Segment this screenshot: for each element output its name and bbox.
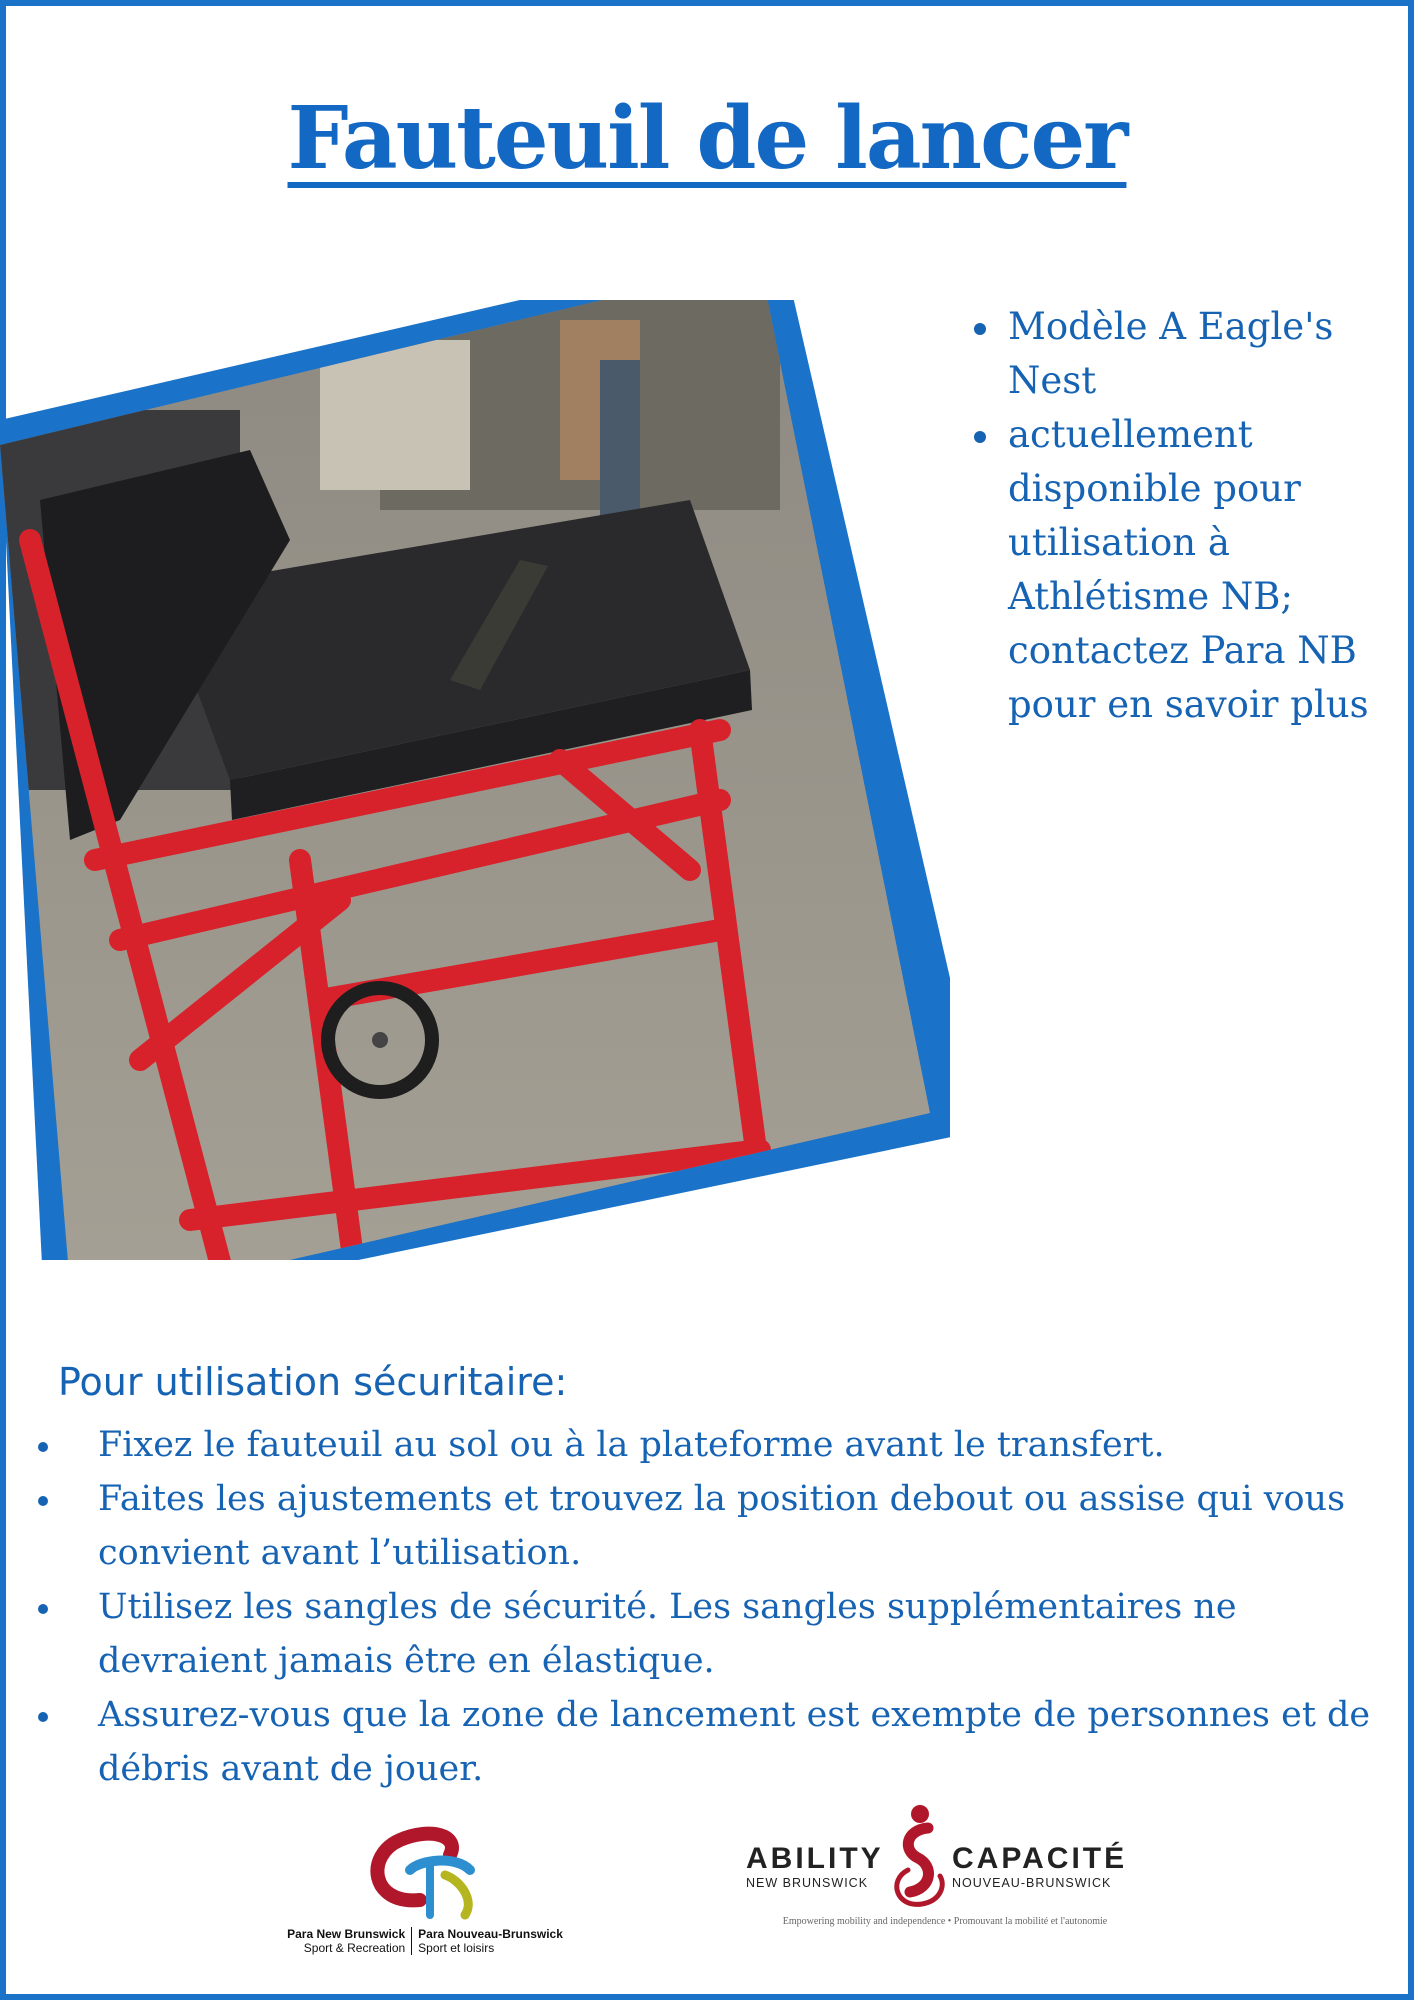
para-nb-english-name: Para New Brunswick xyxy=(287,1927,406,1941)
para-nb-french xyxy=(411,1927,569,1955)
safety-item-text: Utilisez les sangles de sécurité. Les sangles supplémentaires ne devraient jamais être en élastique. xyxy=(98,1587,1237,1681)
para-nb-logo xyxy=(270,1815,580,1965)
ability-french xyxy=(952,1842,1127,1890)
safety-list xyxy=(28,1418,1378,1796)
safety-item-text: Assurez-vous que la zone de lancement est exempte de personnes et de débris avant de jouer. xyxy=(98,1695,1371,1789)
bullet-icon xyxy=(974,431,986,443)
bullet-icon xyxy=(38,1712,48,1722)
spec-item xyxy=(970,408,1380,732)
bullet-icon xyxy=(38,1442,48,1452)
safety-item-text: Fixez le fauteuil au sol ou à la plateforme avant le transfert. xyxy=(98,1425,1165,1465)
ability-french-sub: NOUVEAU-BRUNSWICK xyxy=(952,1876,1112,1890)
safety-item xyxy=(28,1418,1378,1472)
bullet-icon xyxy=(38,1496,48,1506)
safety-item-text: Faites les ajustements et trouvez la position debout ou assise qui vous convient avant l’utilisation. xyxy=(98,1479,1346,1573)
ability-english-name: ABILITY xyxy=(746,1842,884,1875)
spec-item-text: Modèle A Eagle's Nest xyxy=(1008,305,1334,402)
safety-heading: Pour utilisation sécuritaire: xyxy=(58,1360,568,1404)
ability-french-name: CAPACITÉ xyxy=(952,1842,1128,1875)
para-nb-caption xyxy=(270,1927,580,1955)
safety-item xyxy=(28,1580,1378,1688)
ability-english xyxy=(746,1842,884,1890)
bullet-icon xyxy=(38,1604,48,1614)
ability-figure-icon xyxy=(888,1800,952,1912)
para-nb-english-sub: Sport & Recreation xyxy=(303,1941,406,1955)
safety-item xyxy=(28,1472,1378,1580)
para-nb-english xyxy=(281,1927,411,1955)
bullet-icon xyxy=(974,323,986,335)
ability-english-sub: NEW BRUNSWICK xyxy=(746,1876,869,1890)
chair-photo-graphic xyxy=(0,300,950,1260)
chair-specs-list xyxy=(970,300,1380,732)
para-nb-emblem-icon xyxy=(270,1815,580,1925)
chair-photo xyxy=(0,300,950,1260)
para-nb-french-sub: Sport et loisirs xyxy=(418,1941,495,1955)
ability-tagline: Empowering mobility and independence • Promouvant la mobilité et l'autonomie xyxy=(782,1916,1108,1927)
ability-nb-logo xyxy=(740,1800,1150,1940)
para-nb-french-name: Para Nouveau-Brunswick xyxy=(418,1927,563,1941)
safety-item xyxy=(28,1688,1378,1796)
spec-item xyxy=(970,300,1380,408)
spec-item-text: actuellement disponible pour utilisation à Athlétisme NB; contactez Para NB pour en savoir plus xyxy=(1008,413,1369,726)
page-title: Fauteuil de lancer xyxy=(287,88,1127,189)
